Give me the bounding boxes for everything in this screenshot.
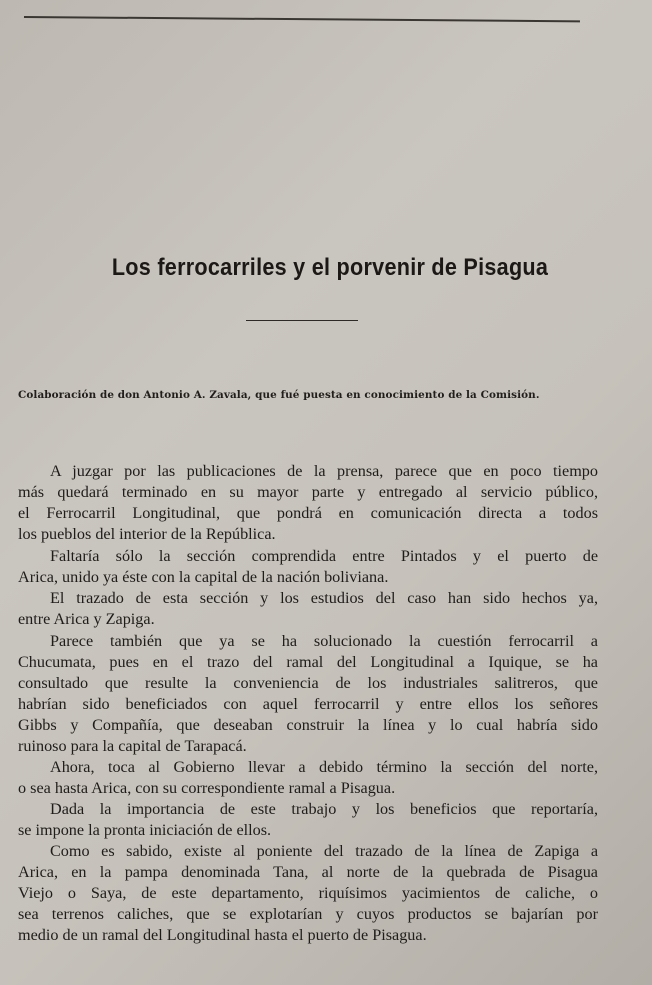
body-line: Arica, en la pampa denominada Tana, al norte de la quebrada de Pisagua — [18, 863, 598, 881]
body-line: Ahora, toca al Gobierno llevar a debido término la sección del norte, — [50, 758, 598, 776]
body-line: más quedará terminado en su mayor parte y entregado al servicio público, — [18, 483, 598, 501]
body-line: Parece también que ya se ha solucionado la cuestión ferrocarril a — [50, 632, 598, 650]
body-line: entre Arica y Zapiga. — [18, 610, 155, 628]
body-line: A juzgar por las publicaciones de la prensa, parece que en poco tiempo — [50, 462, 598, 480]
body-line: sea terrenos caliches, que se explotarían y cuyos productos se bajarían por — [18, 905, 598, 923]
body-line: Como es sabido, existe al poniente del trazado de la línea de Zapiga a — [50, 842, 598, 860]
body-line: El trazado de esta sección y los estudios del caso han sido hechos ya, — [50, 589, 598, 607]
body-line: los pueblos del interior de la República. — [18, 525, 276, 543]
body-line: consultado que resulte la conveniencia de los industriales salitreros, que — [18, 674, 598, 692]
body-line: o sea hasta Arica, con su correspondiente ramal a Pisagua. — [18, 779, 396, 797]
title-divider — [246, 320, 358, 321]
body-line: Dada la importancia de este trabajo y los beneficios que reportaría, — [50, 800, 598, 818]
body-line: ruinoso para la capital de Tarapacá. — [18, 737, 247, 755]
top-rule — [24, 16, 580, 22]
body-line: Gibbs y Compañía, que deseaban construir la línea y lo cual habría sido — [18, 716, 598, 734]
body-line: Viejo o Saya, de este departamento, riquísimos yacimientos de caliche, o — [18, 884, 598, 902]
body-line: habrían sido beneficiados con aquel ferrocarril y entre ellos los señores — [18, 695, 598, 713]
article-title: Los ferrocarriles y el porvenir de Pisagua — [111, 254, 549, 281]
body-line: Faltaría sólo la sección comprendida entre Pintados y el puerto de — [50, 547, 598, 565]
article-subtitle: Colaboración de don Antonio A. Zavala, que fué puesta en conocimiento de la Comisión. — [18, 389, 540, 401]
body-line: el Ferrocarril Longitudinal, que pondrá en comunicación directa a todos — [18, 504, 598, 522]
body-line: Chucumata, pues en el trazo del ramal del Longitudinal a Iquique, se ha — [18, 653, 598, 671]
body-line: Arica, unido ya éste con la capital de la nación boliviana. — [18, 568, 389, 586]
body-line: medio de un ramal del Longitudinal hasta el puerto de Pisagua. — [18, 926, 427, 944]
body-line: se impone la pronta iniciación de ellos. — [18, 821, 272, 839]
